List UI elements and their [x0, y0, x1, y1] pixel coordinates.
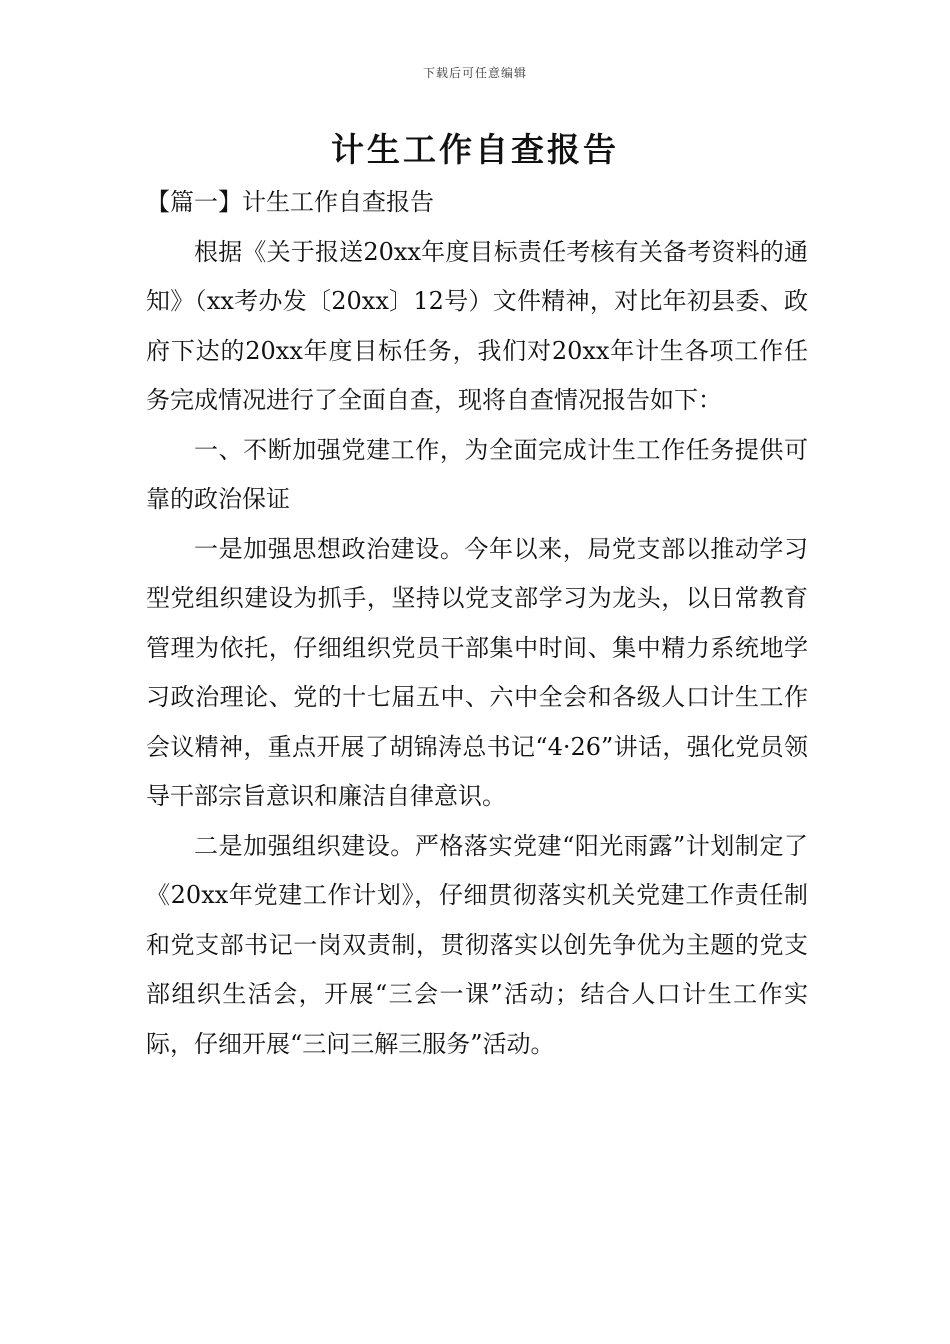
section-heading: 【篇一】计生工作自查报告	[146, 188, 434, 216]
document-title: 计生工作自查报告	[331, 130, 619, 169]
paragraph-organization: 二是加强组织建设。严格落实党建“阳光雨露”计划制定了《20xx年党建工作计划》，仔细贯彻落实机关党建工作责任制和党支部书记一岗双责制，贯彻落实以创先争优为主题的党支部组织生活会，开展“三会一课”活动；结合人口计生工作实际，仔细开展“三问三解三服务”活动。	[146, 831, 808, 1058]
paragraph-ideology: 一是加强思想政治建设。今年以来，局党支部以推动学习型党组织建设为抓手，坚持以党支部学习为龙头，以日常教育管理为依托，仔细组织党员干部集中时间、集中精力系统地学习政治理论、党的十七届五中、六中全会和各级人口计生工作会议精神，重点开展了胡锦涛总书记“4·26”讲话，强化党员领导干部宗旨意识和廉洁自律意识。	[146, 534, 808, 810]
paragraph-intro: 根据《关于报送20xx年度目标责任考核有关备考资料的通知》（xx考办发〔20xx〕12号）文件精神，对比年初县委、政府下达的20xx年度目标任务，我们对20xx年计生各项工作任务完成情况进行了全面自查，现将自查情况报告如下：	[146, 237, 808, 414]
paragraph-heading-one: 一、不断加强党建工作，为全面完成计生工作任务提供可靠的政治保证	[146, 435, 808, 513]
document-body	[146, 178, 808, 1069]
page-header-note: 下载后可任意编辑	[422, 66, 527, 80]
